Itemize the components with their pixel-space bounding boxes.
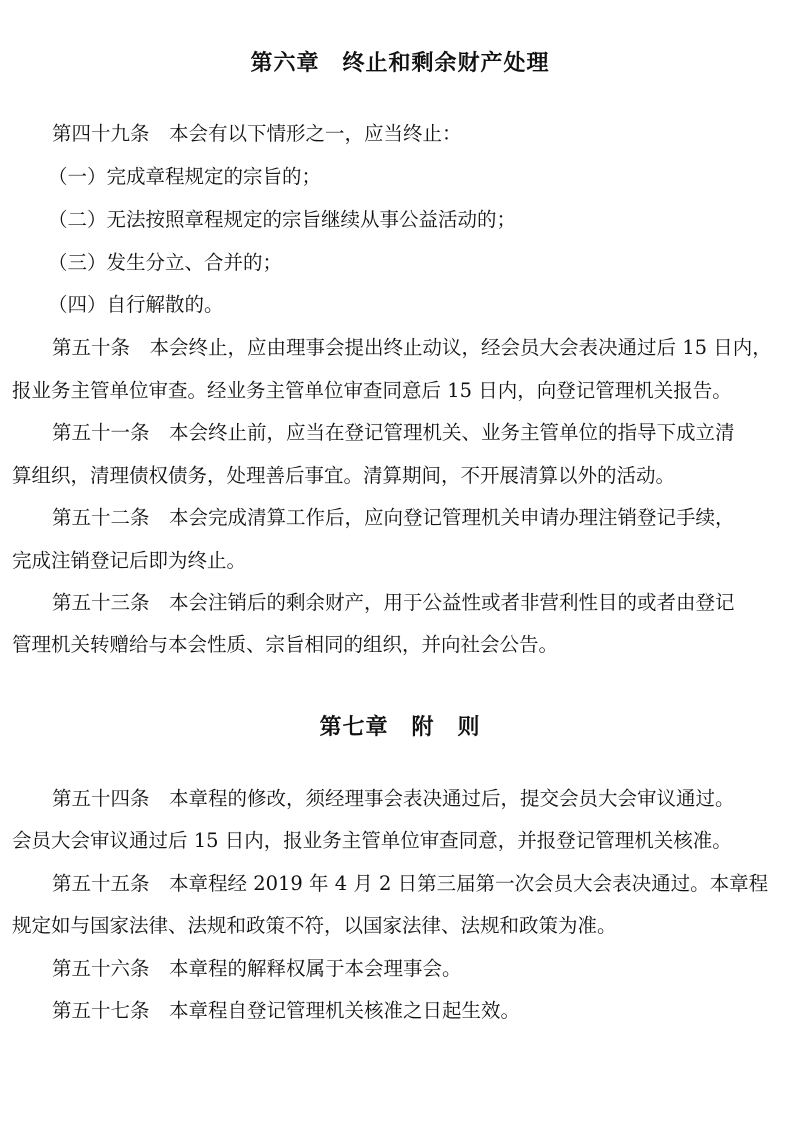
article-49-item-1: （一）完成章程规定的宗旨的； <box>48 165 322 188</box>
article-50-line-1: 第五十条 本会终止，应由理事会提出终止动议，经会员大会表决通过后 15 日内， <box>52 336 772 359</box>
article-50-line-2: 报业务主管单位审查。经业务主管单位审查同意后 15 日内，向登记管理机关报告。 <box>12 379 732 402</box>
article-51-line-1: 第五十一条 本会终止前，应当在登记管理机关、业务主管单位的指导下成立清 <box>52 421 735 444</box>
article-57-line: 第五十七条 本章程自登记管理机关核准之日起生效。 <box>52 999 521 1022</box>
article-49-item-3: （三）发生分立、合并的； <box>48 251 283 274</box>
article-53-line-2: 管理机关转赠给与本会性质、宗旨相同的组织，并向社会公告。 <box>12 633 559 656</box>
article-54-line-1: 第五十四条 本章程的修改，须经理事会表决通过后，提交会员大会审议通过。 <box>52 787 735 810</box>
chapter-6-title: 第六章 终止和剩余财产处理 <box>250 51 550 76</box>
article-54-line-2: 会员大会审议通过后 15 日内，报业务主管单位审查同意，并报登记管理机关核准。 <box>12 829 732 852</box>
article-52-line-2: 完成注销登记后即为终止。 <box>12 549 247 572</box>
chapter-7-title: 第七章 附 则 <box>319 715 481 740</box>
article-56-line: 第五十六条 本章程的解释权属于本会理事会。 <box>52 957 462 980</box>
article-53-line-1: 第五十三条 本会注销后的剩余财产，用于公益性或者非营利性目的或者由登记 <box>52 591 735 614</box>
article-49-item-4: （四）自行解散的。 <box>48 293 224 316</box>
article-49-item-2: （二）无法按照章程规定的宗旨继续从事公益活动的； <box>48 208 517 231</box>
article-55-line-1: 第五十五条 本章程经 2019 年 4 月 2 日第三届第一次会员大会表决通过。本章程 <box>52 872 769 895</box>
article-51-line-2: 算组织，清理债权债务，处理善后事宜。清算期间，不开展清算以外的活动。 <box>12 464 676 487</box>
article-55-line-2: 规定如与国家法律、法规和政策不符，以国家法律、法规和政策为准。 <box>12 914 617 937</box>
article-52-line-1: 第五十二条 本会完成清算工作后，应向登记管理机关申请办理注销登记手续， <box>52 506 735 529</box>
article-49-line: 第四十九条 本会有以下情形之一，应当终止： <box>52 122 462 145</box>
